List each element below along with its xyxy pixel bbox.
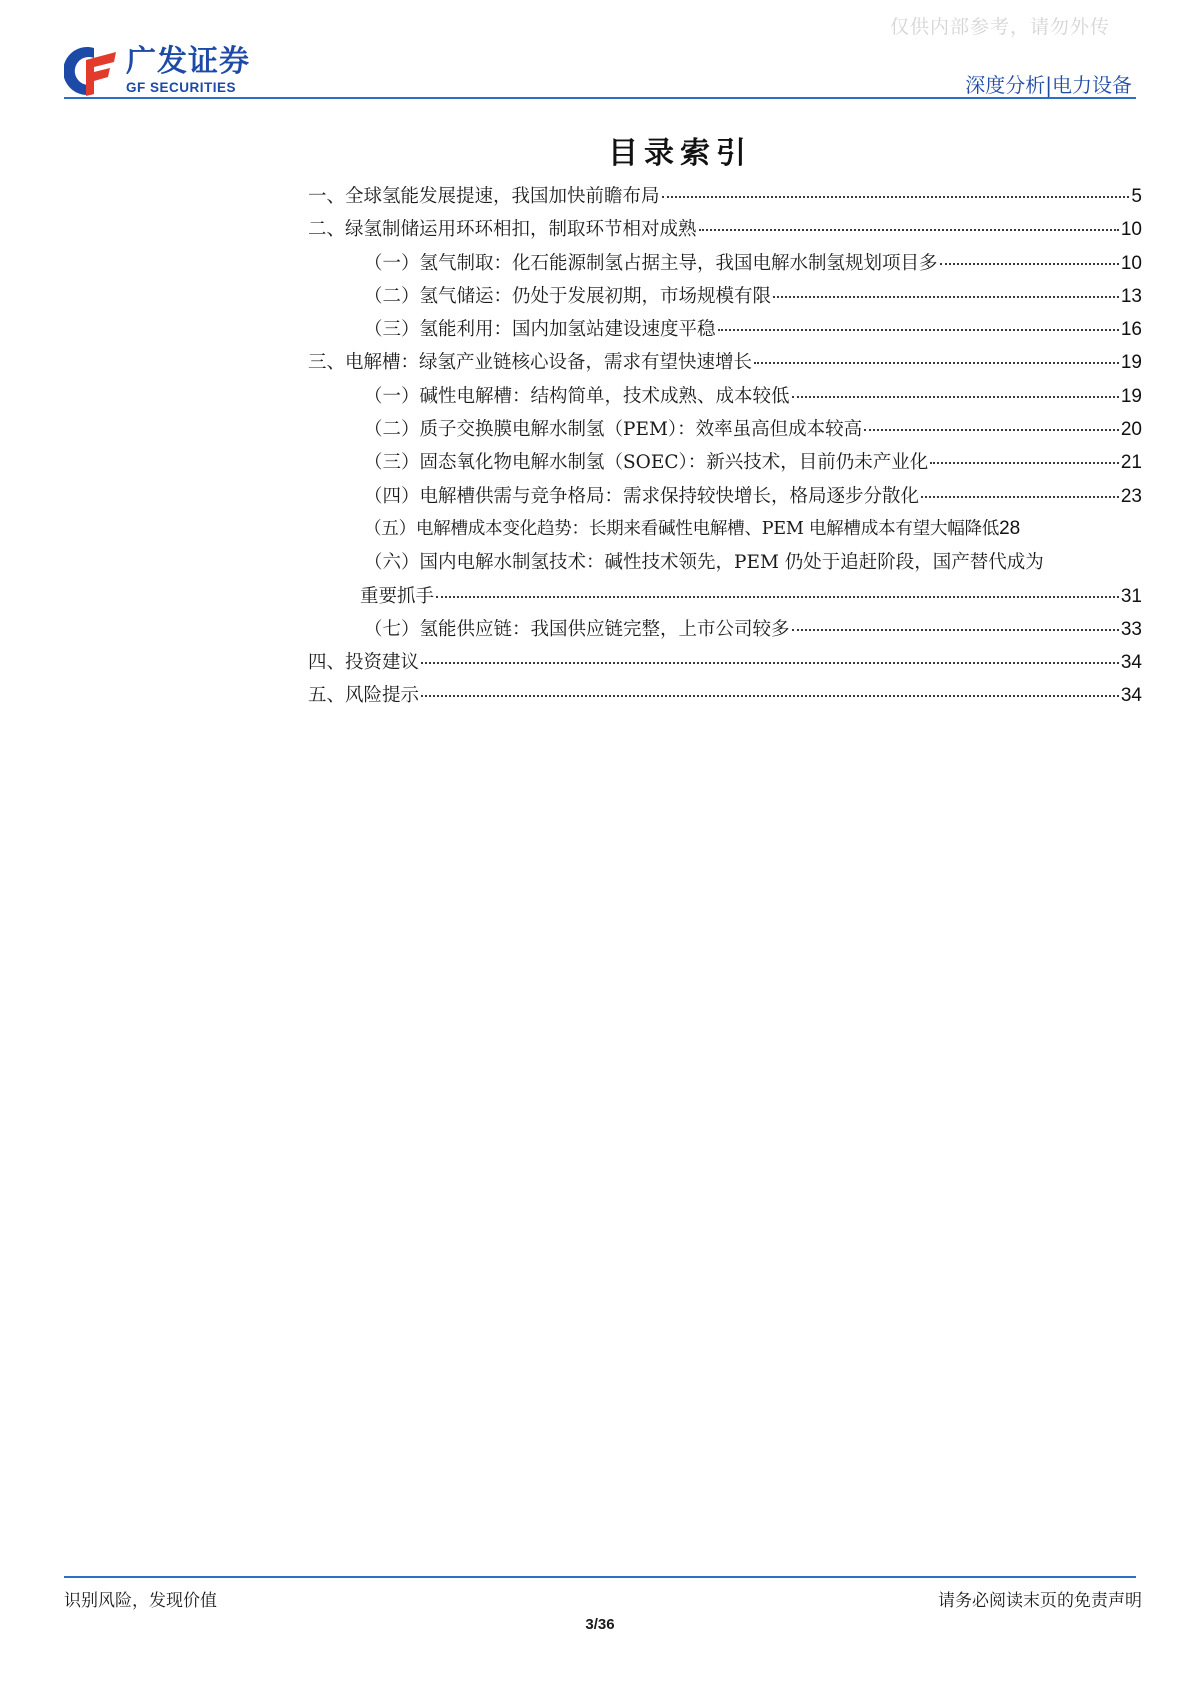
toc-entry-page: 33 [1120,618,1142,640]
toc-entry[interactable] [308,315,1142,348]
toc-entry-page: 23 [1120,485,1142,507]
toc-entry-page: 20 [1120,419,1142,441]
toc-entry[interactable] [308,515,1142,548]
toc-leader-dots [754,362,1119,364]
toc-entry-label: 重要抓手 [360,585,435,607]
toc-entry-page: 10 [1120,219,1142,241]
toc-leader-dots [792,396,1119,398]
toc-leader-dots [940,263,1119,265]
toc-entry[interactable] [308,182,1142,215]
toc-entry[interactable] [308,448,1142,481]
toc-leader-dots [718,329,1119,331]
toc-entry[interactable] [308,282,1142,315]
page-title: 目录索引 [608,136,752,171]
toc-entry[interactable] [308,681,1142,714]
toc-entry-page: 19 [1120,385,1142,407]
toc-entry[interactable] [308,249,1142,282]
toc-entry-continuation[interactable] [308,582,1142,615]
toc-entry-label: 一、全球氢能发展提速，我国加快前瞻布局 [308,186,660,207]
toc-entry-label: （六）国内电解水制氢技术：碱性技术领先，PEM 仍处于追赶阶段，国产替代成为 [364,552,1044,574]
toc-entry-label: （四）电解槽供需与竞争格局：需求保持较快增长，格局逐步分散化 [364,485,920,507]
toc-leader-dots [921,496,1119,498]
toc-entry-page: 34 [1120,652,1142,674]
toc-entry-label: （三）氢能利用：国内加氢站建设速度平稳 [364,319,716,341]
toc-entry-page: 28 [999,517,1021,539]
toc-leader-dots [421,695,1119,697]
logo-english-name: GF SECURITIES [126,80,237,96]
footer-divider [64,1576,1136,1578]
toc-entry-label: （二）氢气储运：仍处于发展初期，市场规模有限 [364,285,772,307]
toc-entry-label: （一）氢气制取：化石能源制氢占据主导，我国电解水制氢规划项目多 [364,252,938,274]
toc-entry-label: 五、风险提示 [308,685,420,707]
footer-disclaimer-note: 请务必阅读末页的免责声明 [938,1591,1142,1611]
toc-entry-label: 三、电解槽：绿氢产业链核心设备，需求有望快速增长 [308,352,753,374]
toc-entry-page: 19 [1120,352,1142,374]
toc-entry[interactable] [308,482,1142,515]
toc-leader-dots [699,229,1119,231]
toc-entry[interactable] [308,548,1142,581]
toc-entry-page: 13 [1120,285,1142,307]
toc-leader-dots [864,429,1119,431]
footer-slogan: 识别风险，发现价值 [64,1591,217,1611]
toc-entry-page: 5 [1131,186,1142,207]
toc-entry-label: （二）质子交换膜电解水制氢（PEM）：效率虽高但成本较高 [364,419,863,441]
toc-entry-page: 34 [1120,685,1142,707]
toc-entry-label: 四、投资建议 [308,652,420,674]
toc-leader-dots [930,462,1119,464]
gf-logo-icon [64,44,120,98]
toc-entry-label: （五）电解槽成本变化趋势：长期来看碱性电解槽、PEM 电解槽成本有望大幅降低 [364,518,1000,539]
toc-entry[interactable] [308,615,1142,648]
toc-entry-page: 21 [1120,452,1142,474]
toc-entry[interactable] [308,215,1142,248]
toc-leader-dots [436,596,1119,598]
toc-leader-dots [421,662,1119,664]
toc-entry-label: 二、绿氢制储运用环环相扣，制取环节相对成熟 [308,219,697,241]
toc-entry-label: （三）固态氧化物电解水制氢（SOEC）：新兴技术，目前仍未产业化 [364,452,929,474]
toc-entry-label: （七）氢能供应链：我国供应链完整，上市公司较多 [364,618,790,640]
table-of-contents [308,182,1142,715]
toc-entry[interactable] [308,415,1142,448]
watermark: 仅供内部参考，请勿外传 [889,16,1110,38]
toc-entry[interactable] [308,348,1142,381]
toc-entry[interactable] [308,648,1142,681]
toc-entry-page: 16 [1120,319,1142,341]
logo-chinese-name: 广发证券 [126,44,250,80]
company-logo [64,44,250,98]
page-number: 3/36 [585,1616,615,1633]
report-type: 深度分析|电力设备 [965,73,1132,97]
header-divider [64,97,1136,99]
toc-entry[interactable] [308,382,1142,415]
toc-leader-dots [773,296,1119,298]
toc-leader-dots [662,196,1130,198]
toc-leader-dots [792,629,1119,631]
toc-entry-page: 10 [1120,252,1142,274]
toc-entry-page: 31 [1120,585,1142,607]
toc-entry-label: （一）碱性电解槽：结构简单，技术成熟、成本较低 [364,385,790,407]
